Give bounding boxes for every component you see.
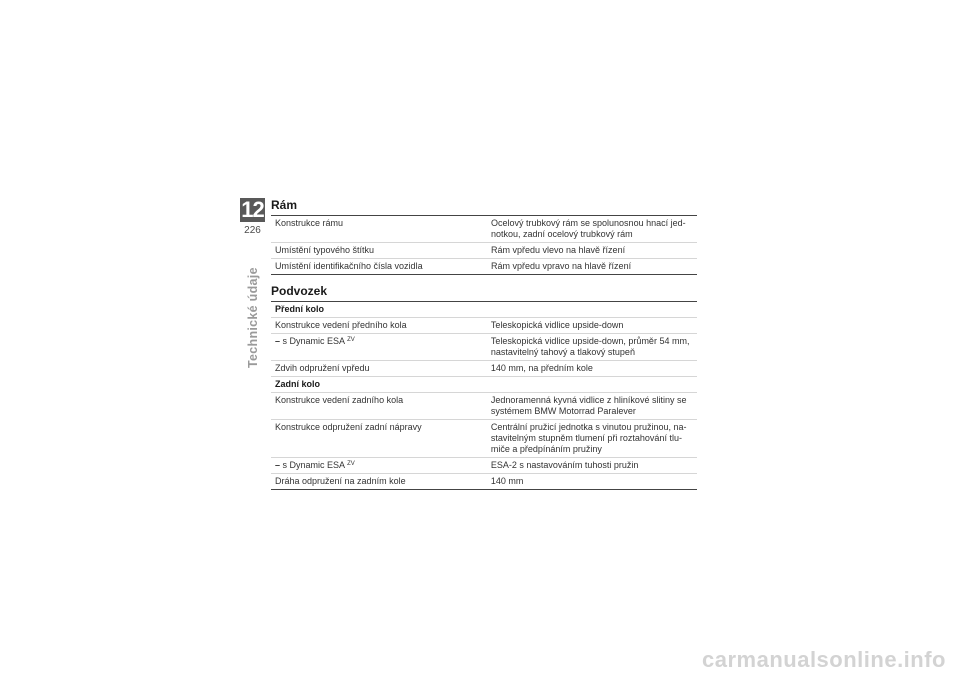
option-superscript: ZV (347, 337, 355, 343)
dash-marker: – (275, 336, 281, 346)
document-content (271, 199, 697, 490)
spec-label: Konstrukce odpružení zadní nápravy (271, 420, 487, 458)
dash-marker: – (275, 460, 281, 470)
table-row (271, 474, 697, 490)
page-number: 226 (244, 225, 261, 236)
spec-label-option (271, 334, 487, 361)
spec-label: Konstrukce vedení předního kola (271, 318, 487, 334)
spec-label: Umístění typového štítku (271, 243, 487, 259)
spec-value: Teleskopická vidlice upside-down (487, 318, 697, 334)
spec-value: Rám vpředu vpravo na hlavě řízení (487, 259, 697, 275)
spec-label: Zdvih odpružení vpředu (271, 361, 487, 377)
table-row (271, 361, 697, 377)
spec-value: Jednoramenná kyvná vidlice z hliníkové slitiny se systémem BMW Motorrad Paralever (487, 393, 697, 420)
subsection-row-front-wheel (271, 302, 697, 318)
spec-label: Umístění identifikačního čísla vozidla (271, 259, 487, 275)
spec-label: Konstrukce rámu (275, 218, 344, 228)
subsection-title: Zadní kolo (271, 377, 697, 393)
spec-value: Rám vpředu vlevo na hlavě řízení (487, 243, 697, 259)
spec-value: Teleskopická vidlice upside-down, průměr 54 mm, nastavitelný tahový a tlakový stupeň (487, 334, 697, 361)
spec-label: Konstrukce vedení zadního kola (271, 393, 487, 420)
table-row (271, 420, 697, 458)
chapter-number-badge: 12 (241, 197, 264, 222)
spec-label: Dráha odpružení na zadním kole (271, 474, 487, 490)
chassis-spec-table (271, 301, 697, 490)
table-row (271, 318, 697, 334)
table-row (271, 259, 697, 275)
spec-value: Ocelový trubkový rám se spolunosnou hnací jed-notkou, zadní ocelový trubkový rám (491, 218, 686, 239)
subsection-row-rear-wheel (271, 377, 697, 393)
spec-value: 140 mm, na předním kole (487, 361, 697, 377)
spec-value: ESA-2 s nastavováním tuhosti pružin (487, 458, 697, 474)
chapter-title-vertical: Technické údaje (246, 267, 260, 368)
subsection-title: Přední kolo (275, 304, 325, 314)
spec-value: Centrální pružicí jednotka s vinutou pružinou, na-stavitelným stupněm tlumení při roztahování tlu-miče a předpínáním pružiny (487, 420, 697, 458)
table-row (271, 243, 697, 259)
table-row (271, 393, 697, 420)
spec-label-option (271, 458, 487, 474)
option-superscript: ZV (347, 461, 355, 467)
table-row (271, 216, 697, 243)
table-row (271, 458, 697, 474)
section-heading-chassis: Podvozek (271, 284, 328, 298)
spec-value: 140 mm (487, 474, 697, 490)
frame-spec-table (271, 215, 697, 275)
option-label: s Dynamic ESA (282, 336, 345, 346)
table-row (271, 334, 697, 361)
section-heading-frame: Rám (271, 198, 298, 212)
option-label: s Dynamic ESA (282, 460, 345, 470)
watermark-text: carmanualsonline.info (702, 647, 946, 672)
